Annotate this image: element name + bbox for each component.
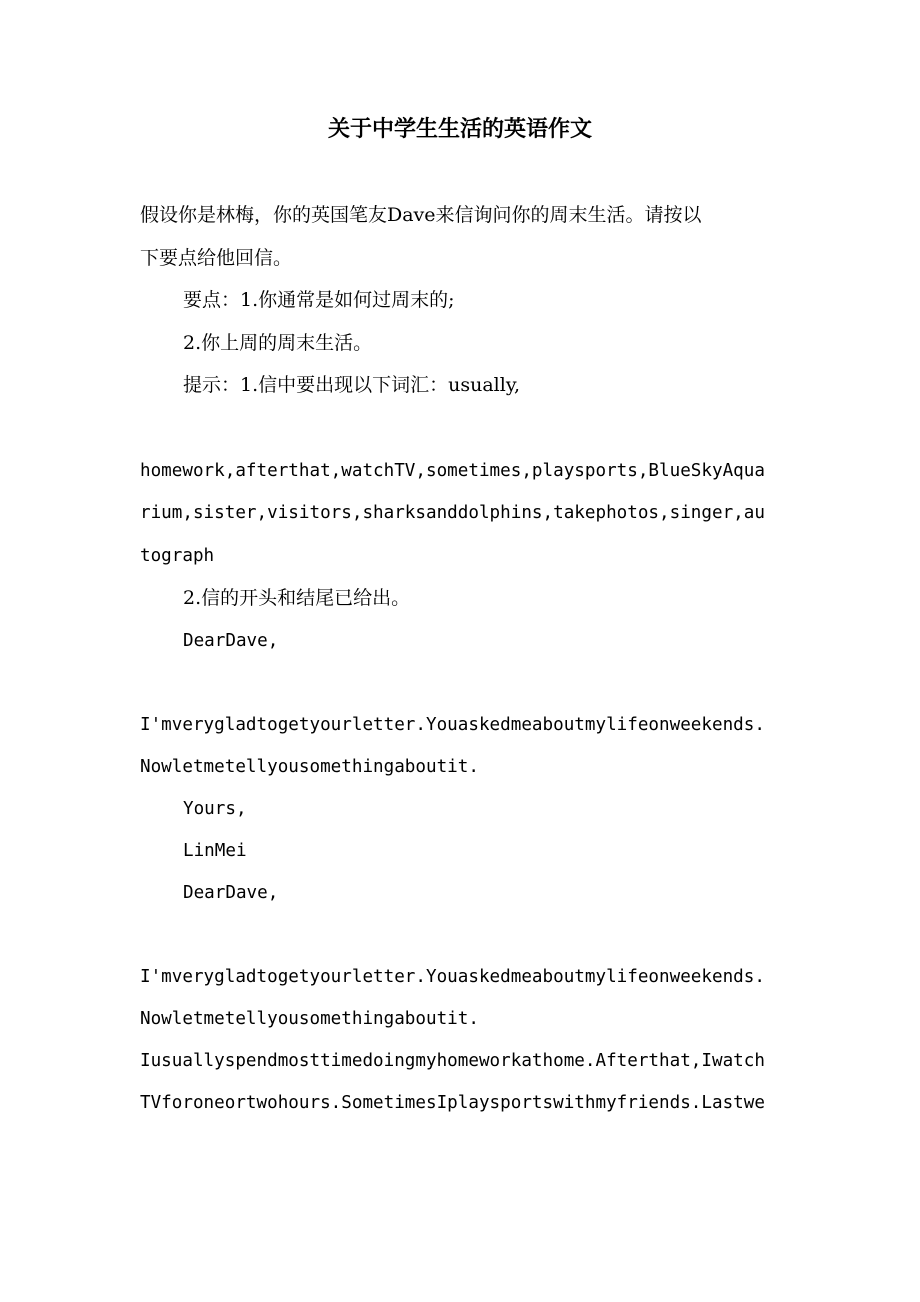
hint-line: 提示：1.信中要出现以下词汇：usually, <box>183 374 521 396</box>
greeting-1: DearDave, <box>183 631 279 651</box>
body-line-4: TVforoneortwohours.SometimesIplaysportswithmyfriends.Lastwe <box>140 1093 765 1113</box>
body-line-1: I'mverygladtogetyourletter.Youaskedmeaboutmylifeonweekends. <box>140 967 765 987</box>
key-point-1: 要点：1.你通常是如何过周末的; <box>183 289 455 311</box>
key-point-2: 2.你上周的周末生活。 <box>183 332 373 354</box>
hint-line-2: 2.信的开头和结尾已给出。 <box>183 587 411 609</box>
greeting-2: DearDave, <box>183 883 279 903</box>
closing-yours: Yours, <box>183 799 247 819</box>
vocab-line-1: homework,afterthat,watchTV,sometimes,playsports,BlueSkyAqua <box>140 461 765 481</box>
prompt-line-2: 下要点给他回信。 <box>140 247 293 269</box>
closing-signature: LinMei <box>183 841 247 861</box>
body-line-2: Nowletmetellyousomethingaboutit. <box>140 1009 479 1029</box>
vocab-line-2: rium,sister,visitors,sharksanddolphins,takephotos,singer,au <box>140 503 765 523</box>
opening-line-1b: Nowletmetellyousomethingaboutit. <box>140 757 479 777</box>
opening-line-1a: I'mverygladtogetyourletter.Youaskedmeaboutmylifeonweekends. <box>140 715 765 735</box>
body-line-3: Iusuallyspendmosttimedoingmyhomeworkathome.Afterthat,Iwatch <box>140 1051 765 1071</box>
prompt-line-1: 假设你是林梅，你的英国笔友Dave来信询问你的周末生活。请按以 <box>140 204 702 226</box>
document-title: 关于中学生生活的英语作文 <box>327 116 592 142</box>
vocab-line-3: tograph <box>140 546 215 566</box>
